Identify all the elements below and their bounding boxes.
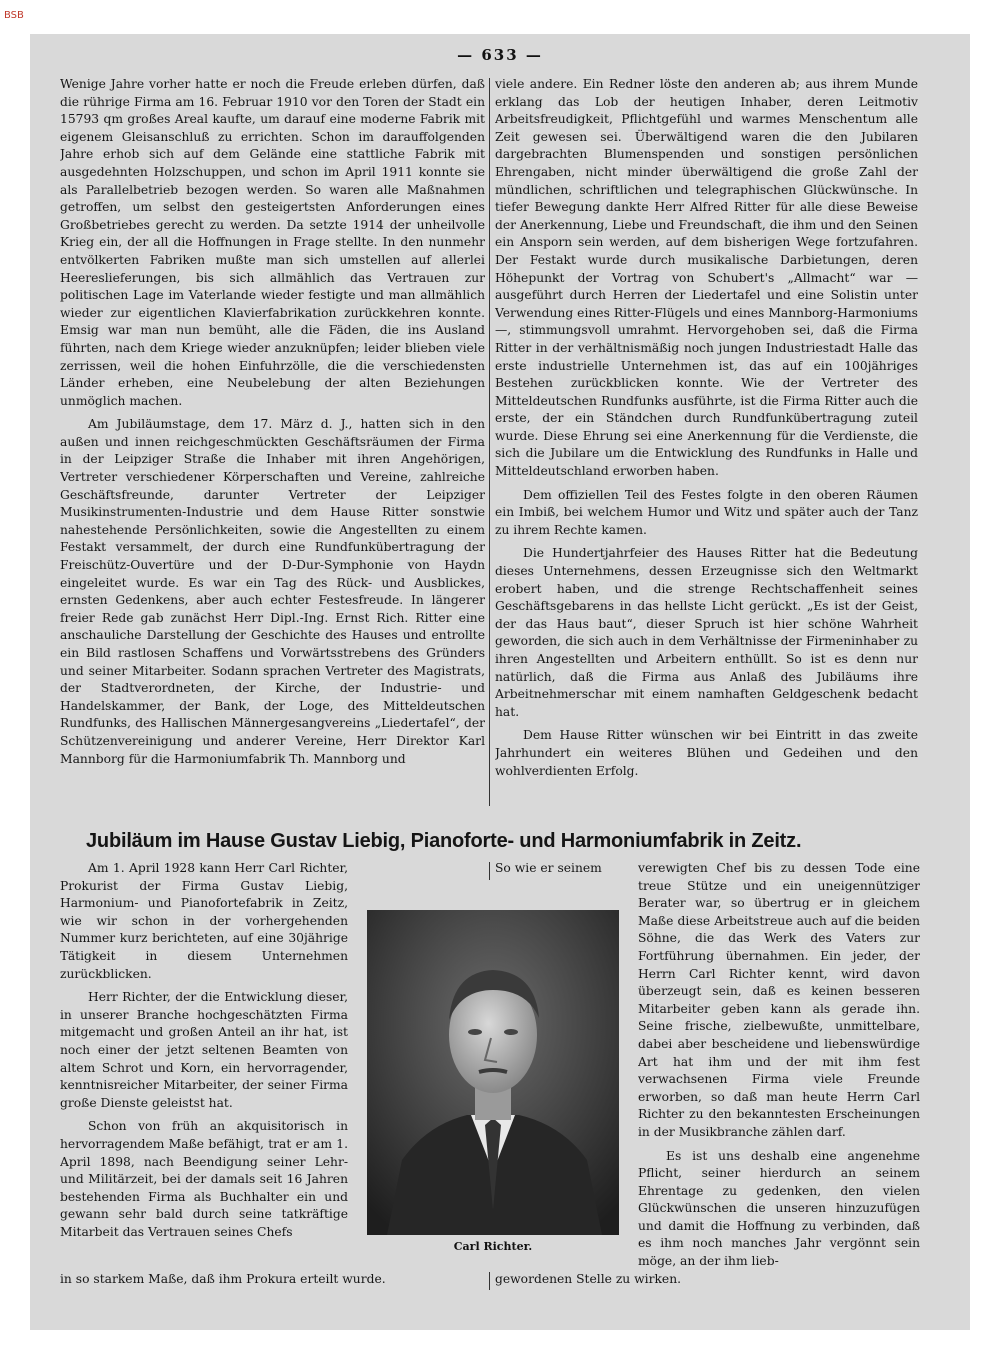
paragraph: Am 1. April 1928 kann Herr Carl Richter, Prokurist der Firma Gustav Liebig, Harmonium- und Pianofortefabrik in Zeitz, wie wir schon in der vorhergehenden Nummer kurz berichteten, auf eine 30jährige Tätigkeit in diesem Unternehmen zurückblicken. <box>60 861 348 981</box>
library-mark: BSB <box>4 10 24 21</box>
column-rule <box>489 862 490 880</box>
photo-caption: Carl Richter. <box>453 1240 533 1253</box>
paragraph: gewordenen Stelle zu wirken. <box>495 1272 682 1286</box>
portrait-photo <box>367 910 619 1235</box>
paragraph: verewigten Chef bis zu dessen Tode eine treue Stütze und ein uneigennütziger Berater war, so übertrug er in gleichem Maße diese Arbeitstreue auch auf die beiden Söhne, die das Werk des Vaters zur Fortführung übernahmen. Ein jeder, der Herrn Carl Richter kennt, wird davon überzeugt sein, daß es keinen besseren Mitarbeiter geben kann als gerade ihn. Seine frische, zielbewußte, unmittelbare, dabei aber bescheidene und liebenswürdige Art hat ihm und der mit ihm fest verwachsenen Firma viele Freunde erworben, so daß man heute Herrn Carl Richter zu den bekanntesten Erscheinungen in der Musikbranche zählen darf. <box>638 861 920 1139</box>
article2-left-column <box>60 860 348 1300</box>
portrait-illustration <box>367 910 619 1235</box>
paragraph: Am Jubiläumstage, dem 17. März d. J., hatten sich in den außen und innen reichgeschmückten Geschäftsräumen der Firma in der Leipziger Straße die Inhaber mit ihren Angehörigen, Vertreter verschiedener Körperschaften und Vereine, zahlreiche Geschäftsfreunde, darunter Vertreter der Leipziger Musikinstrumenten-Industrie und dem Hause Ritter sonstwie nahestehende Persönlichkeiten, sowie die Angestellten zu einem Festakt versammelt, der durch eine Rundfunkübertragung der Freischütz-Ouvertüre und der D-Dur-Symphonie von Haydn eingeleitet wurde. Es war ein Tag des Rück- und Ausblickes, ernsten Gedenkens, aber auch echter Festesfreude. In längerer freier Rede gab zunächst Herr Dipl.-Ing. Ernst Rich. Ritter eine anschauliche Darstellung der Geschichte des Hauses und entrollte ein Bild rastlosen Schaffens und Vorwärtsstrebens des Gründers und seiner Mitarbeiter. Sodann sprachen Vertreter des Magistrats, der Stadtverordneten, der Kirche, der Industrie- und Handelskammer, der Bank, der Loge, des Mitteldeutschen Rundfunks, des Hallischen Männergesangvereins „Liedertafel“, der Schützenvereinigung und anderer Vereine, Herr Direktor Karl Mannborg für die Harmoniumfabrik Th. Mannborg und <box>60 417 485 766</box>
page-number: — 633 — <box>457 46 543 64</box>
paragraph: So wie er seinem <box>495 861 602 875</box>
paragraph: Wenige Jahre vorher hatte er noch die Freude erleben dürfen, daß die rührige Firma am 16. Februar 1910 vor den Toren der Stadt ein 15793 qm großes Areal kaufte, um darauf eine moderne Fabrik mit eigenem Gleisanschluß zu errichten. Schon im darauffolgenden Jahre erhob sich auf dem Gelände eine stattliche Fabrik mit ausgedehnten Holzschuppen, und schon im April 1911 konnte sie als Parallelbetrieb bezogen werden. So waren alle Maßnahmen getroffen, um selbst den gesteigertsten Anforderungen eines Großbetriebes gerecht zu werden. Da setzte 1914 der unheilvolle Krieg ein, der all die Hoffnungen in Frage stellte. In den nunmehr entvölkerten Fabriken mußte man sich umstellen auf allerlei Heereslieferungen, bis sich allmählich das Vertrauen zur politischen Lage im Vaterlande wieder festigte und man allmählich wieder zur eigentlichen Klavierfabrikation zurückkehren konnte. Emsig war man nun bemüht, alle die Fäden, die ins Ausland führten, nach dem Kriege wieder anzuknüpfen; leider blieben viele zerrissen, weil die hohen Einfuhrzölle, die die verschiedensten Länder erheben, eine Neubelebung der alten Beziehungen unmöglich machen. <box>60 77 485 408</box>
paragraph: in so starkem Maße, daß ihm Prokura erteilt wurde. <box>60 1272 386 1286</box>
article2-right-fragment <box>495 860 635 880</box>
paragraph: Dem Hause Ritter wünschen wir bei Eintritt in das zweite Jahrhundert ein weiteres Blühen und Gedeihen und den wohlverdienten Erfolg. <box>495 728 918 778</box>
paragraph: Schon von früh an akquisitorisch in hervorragendem Maße befähigt, trat er am 1. April 1898, nach Beendigung seiner Lehr- und Militärzeit, bei der damals seit 16 Jahren bestehenden Firma als Buchhalter ein und gewann sehr bald durch seine tatkräftige Mitarbeit das Vertrauen seines Chefs <box>60 1119 348 1239</box>
article2-left-bottom <box>60 1271 485 1293</box>
article1-right-column <box>495 76 918 806</box>
paragraph: Dem offiziellen Teil des Festes folgte in den oberen Räumen ein Imbiß, bei welchem Humor und Witz und später auch der Tanz zu ihrem Rechte kamen. <box>495 487 918 537</box>
column-rule <box>489 1272 490 1290</box>
paragraph: Es ist uns deshalb eine angenehme Pflicht, seiner hierdurch an seinem Ehrentage zu gedenken, den vielen Glückwünschen die unseren hinzuzufügen und damit die Hoffnung zu verbinden, daß es ihm noch manches Jahr vergönnt sein möge, an der ihm lieb- <box>638 1148 920 1268</box>
column-rule <box>489 78 490 806</box>
article2-right-bottom <box>495 1271 895 1293</box>
paragraph: Die Hundertjahrfeier des Hauses Ritter hat die Bedeutung dieses Unternehmens, dessen Erzeugnisse sich den Weltmarkt erobert haben, und die strenge Rechtschaffenheit seines Geschäftsgebarens in das hellste Licht gerückt. „Es ist der Geist, der das Haus baut“, dieser Spruch ist hier schöne Wahrheit geworden, die sich auch in dem Verhältnisse der Firmeninhaber zu ihren Angestellten und Arbeitern enthüllt. So ist es denn nur natürlich, daß die Firma aus Anlaß des Jubiläums ihre Arbeitnehmerschar mit einem namhaften Geldgeschenk bedacht hat. <box>495 546 918 719</box>
paragraph: Herr Richter, der die Entwicklung dieser, in unserer Branche hochgeschätzten Firma mitgemacht und großen Anteil an ihr hat, ist noch einer der jetzt seltenen Beamten von altem Schrot und Korn, ein hervorragender, kenntnisreicher Mitarbeiter, der seiner Firma große Dienste geleistst hat. <box>60 990 348 1110</box>
article2-headline: Jubiläum im Hause Gustav Liebig, Pianoforte- und Harmoniumfabrik in Zeitz. <box>86 830 802 852</box>
paragraph: viele andere. Ein Redner löste den anderen ab; aus ihrem Munde erklang das Lob der heutigen Inhaber, deren Leitmotiv Arbeitsfreudigkeit, Pflichtgefühl und warmes Menschentum alle Zeit gewesen sei. Überwältigend waren die den Jubilaren dargebrachten Blumenspenden und sonstigen persönlichen Ehrengaben, nicht minder überwältigend die große Zahl der mündlichen, schriftlichen und telegraphischen Glückwünsche. In tiefer Bewegung dankte Herr Alfred Ritter für alle diese Beweise der Anerkennung, Liebe und Freundschaft, die ihm und den Seinen ein Ansporn sein werden, auf dem bisherigen Wege fortzufahren. Der Festakt wurde durch musikalische Darbietungen, deren Höhepunkt der Vortrag von Schubert's „Allmacht“ war — ausgeführt durch Herren der Liedertafel und eine Solistin unter Verwendung eines Ritter-Flügels und eines Mannborg-Harmoniums —, stimmungsvoll umrahmt. Hervorgehoben sei, daß die Firma Ritter in der verhältnismäßig noch jungen Industriestadt Halle das erste industrielle Unternehmen ist, das auf ein 100jähriges Bestehen zurückblicken konnte. Wie der Vertreter des Mitteldeutschen Rundfunks ausführte, ist die Firma Ritter auch die erste, der ein Ständchen durch Rundfunkübertragung zuteil wurde. Diese Ehrung sei eine Anerkennung für die Verdienste, die sich die Jubilare um die Entwicklung des Rundfunks in Halle und Mitteldeutschland erworben haben. <box>495 77 918 479</box>
article1-left-column <box>60 76 485 806</box>
scanned-page <box>30 34 970 1330</box>
article2-right-column <box>638 860 920 1268</box>
